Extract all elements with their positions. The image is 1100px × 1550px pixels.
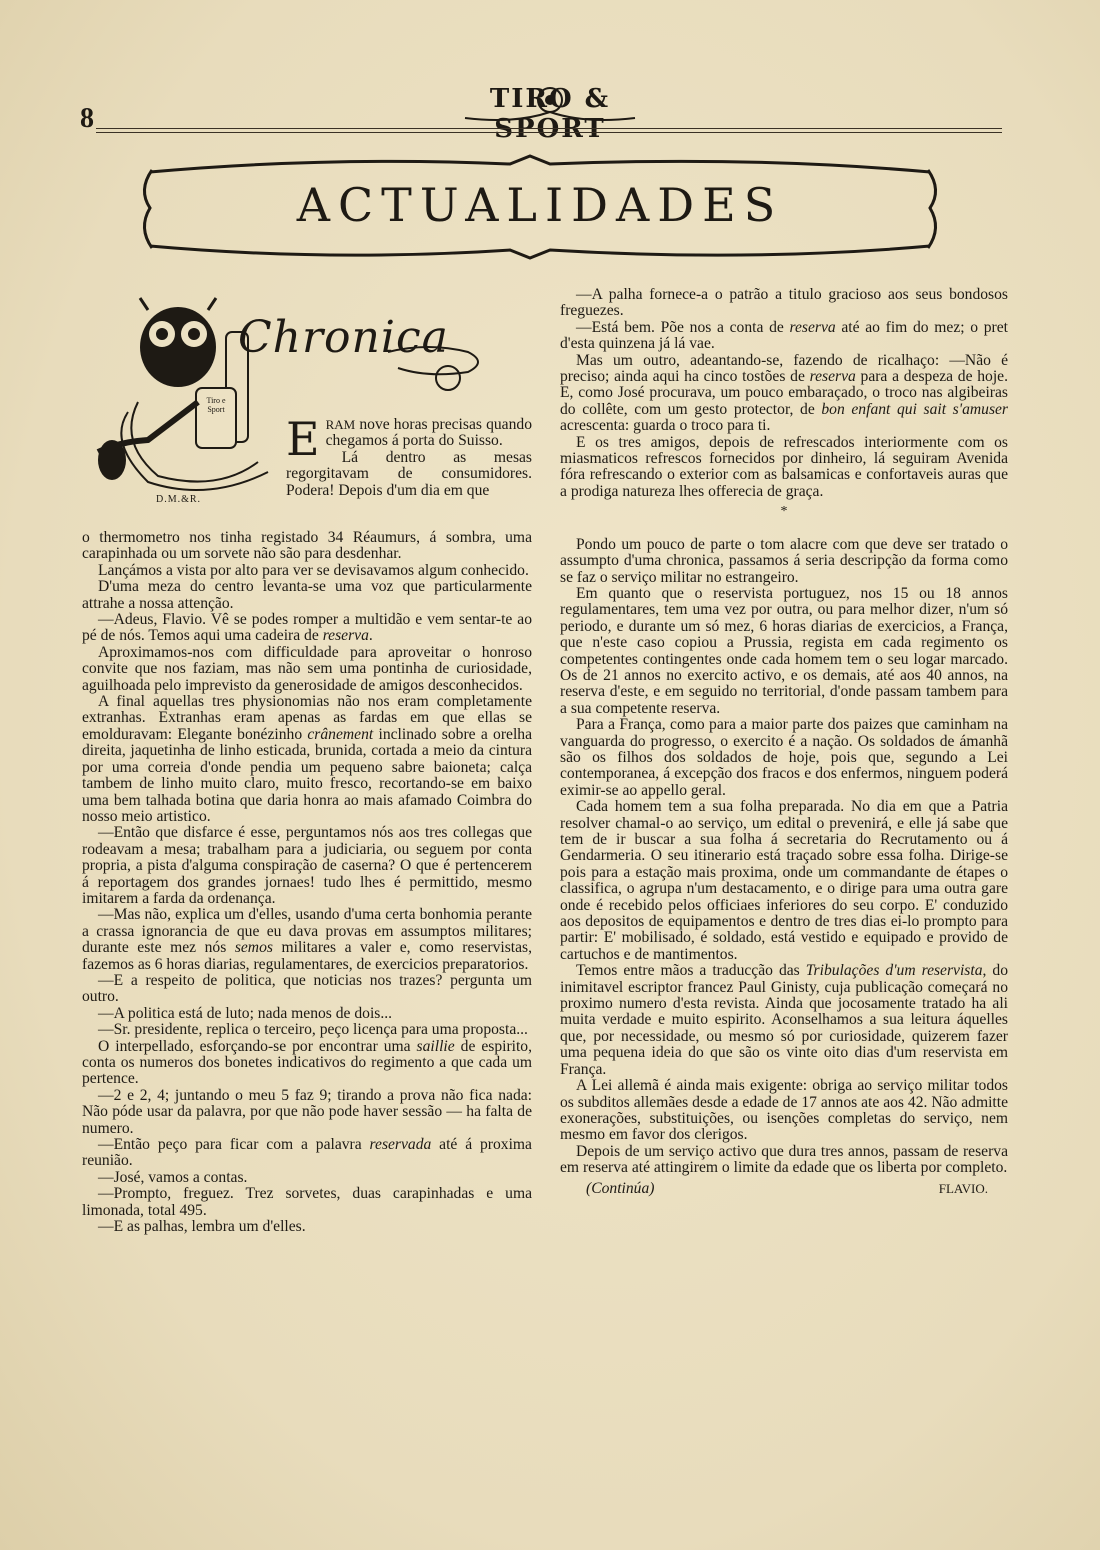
right-paragraph: Pondo um pouco de parte o tom alacre com que deve ser tratado o assumpto d'uma chronica, passamos á seria descripção da forma como se faz o serviço militar no estrangeiro.	[560, 535, 1008, 586]
left-paragraph: —2 e 2, 4; juntando o meu 5 faz 9; tirando a prova não fica nada: Não póde usar da palavra, por que não pode haver sessão — ha falta de numero.	[82, 1086, 532, 1137]
italic-run: crânement	[307, 725, 374, 743]
left-paragraph: —José, vamos a contas.	[98, 1168, 248, 1186]
left-paragraph: —Então que disfarce é esse, perguntamos nós aos tres collegas que rodeavam a mesa; trabalham para a judiciaria, ou seguem por conta propria, a pista d'alguma conspiração de caserna? O que é pertencerem á reportagem dos grandes jornaes! tudo lhes é permittido, mesmo imitarem a farda da ordenança.	[82, 824, 532, 907]
left-paragraph: —E a respeito de politica, que noticias nos trazes? pergunta um outro.	[82, 971, 532, 1006]
text-run: —Está bem. Põe nos a conta de	[576, 318, 790, 336]
left-paragraph: —Sr. presidente, replica o terceiro, peço licença para uma proposta...	[98, 1021, 528, 1039]
right-paragraph: Em quanto que o reservista portuguez, nos 15 ou 18 annos regulamentares, tem uma vez por outra, ou para melhor dizer, n'um só periodo, e durante um só mez, 6 horas diarias de exercicios, a França, que n'este caso copiou a Prussia, regista em cada regimento os competentes contingentes onde cada homem tem o seu logar marcado. Os de 21 annos no exercito activo, e os demais, até aos 40 annos, na reserva d'este, e em seguido no territorial, d'onde passam tambem para a sua competente reserva.	[560, 584, 1008, 717]
left-paragraph: o thermometro nos tinha registado 34 Réaumurs, á sombra, uma carapinhada ou um sorvete não são para desdenhar.	[82, 529, 532, 563]
italic-run: saillie	[416, 1037, 455, 1055]
left-paragraph: —A politica está de luto; nada menos de dois...	[98, 1004, 393, 1022]
text-run: até ao fim do mez; o pret d'esta quinzena já lá vae.	[560, 318, 1008, 353]
right-paragraph: Depois de um serviço activo que dura tres annos, passam de reserva em reserva até attingirem o limite da edade que os liberta por completo.	[560, 1142, 1008, 1177]
right-paragraph: A Lei allemã é ainda mais exigente: obriga ao serviço militar todos os subditos allemães desde a edade de 17 annos ate aos 42. Não admitte exonerações, substituições, ou isenções completas do serviço, nem mesmo em favor dos clerigos.	[560, 1077, 1008, 1144]
section-banner	[130, 150, 950, 260]
masthead-logo	[455, 78, 645, 144]
chronica-title: Chronica	[238, 312, 449, 363]
left-paragraph: —Prompto, freguez. Trez sorvetes, duas carapinhadas e uma limonada, total 495.	[82, 1185, 532, 1219]
intro-paragraph-2: Lá dentro as mesas regorgitavam de consumidores. Podera! Depois d'um dia em que	[286, 448, 532, 499]
right-paragraph: —A palha fornece-a o patrão a titulo gracioso aos seus bondosos freguezes.	[560, 286, 1008, 320]
italic-run: reservada	[369, 1136, 432, 1154]
left-paragraph: Aproximamos-nos com difficuldade para aproveitar o honroso convite que nos faziam, mas não sem uma pontinha de curiosidade, aguilhoada pelo imprevisto da generosidade de amigos desconhecidos.	[82, 643, 532, 694]
left-paragraph	[82, 612, 532, 645]
right-paragraph	[560, 353, 1008, 435]
left-paragraph: D'uma meza do centro levanta-se uma voz que particularmente attrahe a nossa attenção.	[82, 578, 532, 612]
italic-run: Tribulações d'um reservista	[805, 962, 983, 980]
section-separator: *	[780, 504, 788, 520]
continued-note: (Continúa)	[586, 1179, 655, 1197]
illustrator-signature: D.M.&R.	[156, 494, 202, 505]
text-run: Temos entre mãos a traducção das	[576, 962, 806, 980]
text-run: de espirito, conta os numeros dos bonetes indicativos do regimento a que cada um pertence.	[82, 1037, 532, 1088]
text-run: militares a valer e, como reservistas, fazemos as 6 horas diarias, regulamentares, de exercicios preparatorios.	[82, 939, 533, 973]
text-run: O interpellado, esforçando-se por encontrar uma	[98, 1037, 417, 1055]
drop-cap: E	[286, 412, 320, 466]
header-rule-top	[96, 128, 1002, 129]
italic-run: bon enfant qui sait s'amuser	[821, 400, 1009, 418]
left-paragraph	[82, 1039, 532, 1088]
intro-small-caps: RAM	[325, 417, 356, 432]
text-run: —Mas não, explica um d'elles, usando d'uma certa bonhomia perante a crassa ignorancia de que eu dava provas em assumptos militares; durante este mez nós	[82, 906, 532, 957]
right-paragraph: Cada homem tem a sua folha preparada. No dia em que a Patria resolver chamal-o ao serviço, um edital o prevenirá, e elle já sabe que tem de ir buscar a sua folha á secretaria do Recrutamento ou á Gendarmeria. O seu itinerario está traçado sobre essa folha. Dirige-se pois para a estação mais proxima, onde um commandante de étapes o classifica, o agrupa n'um destacamento, e o dirige para uma outra gare onde é recebido pelos officiaes inferiores do seu corpo. E' conduzido aos depositos de equipamentos e dentro de tres dias ei-lo prompto para partir: E' mobilisado, é soldado, está vestido e equipado e provido de cartuchos e de mantimentos.	[560, 798, 1008, 963]
bottle-label: Tiro e Sport	[206, 396, 226, 414]
left-paragraph: Lançámos a vista por alto para ver se devisavamos algum conhecido.	[98, 561, 529, 579]
right-paragraph: Para a França, como para a maior parte dos paizes que caminham na vanguarda do progresso, o exercito é a nação. Os soldados de ámanhã são os filhos dos soldados de hoje, pois que, segundo a Lei contemporanea, á excepção dos fracos e dos enfermos, ninguem poderá eximir-se ao appello geral.	[560, 716, 1008, 799]
right-paragraph: E os tres amigos, depois de refrescados interiormente com os miasmaticos refrescos fornecidos por dinheiro, lá seguiram Avenida fóra refrescando o exterior com as balsamicas e confortaveis auras que a prodiga natureza lhes offerecia de graça.	[560, 433, 1008, 500]
text-run: Mas um outro, adeantando-se, fazendo de ricalhaço: —Não é preciso; ainda aqui ha cinco tostões de	[560, 351, 1008, 386]
right-column	[560, 287, 1008, 1197]
right-paragraph	[560, 963, 1008, 1078]
text-run: A final aquellas tres physionomias não nos eram completamente extranhas. Extranhas eram apenas as fardas em que ellas se emolduravam: Elegante bonézinho	[82, 693, 532, 743]
author-signature: FLAVIO.	[938, 1180, 988, 1196]
italic-run: reserva	[809, 368, 856, 386]
article-footer	[560, 1177, 1008, 1197]
page-number: 8	[80, 103, 94, 134]
left-column	[82, 422, 532, 1235]
text-run: —Adeus, Flavio. Vê se podes romper a multidão e vem sentar-te ao pé de nós. Temos aqui uma cadeira de	[82, 611, 532, 645]
text-run: —Então peço para ficar com a palavra	[98, 1136, 370, 1154]
header-rule-bottom	[96, 132, 1002, 133]
text-run: .	[368, 627, 373, 645]
intro-text: nove horas precisas quando chegamos á porta do Suisso.	[325, 416, 532, 450]
italic-run: reserva	[789, 318, 836, 336]
text-run: , do inimitavel escriptor francez Paul Ginisty, cuja publicação começará no proximo numero d'esta revista. Ainda que jocosamente tratado ha ali muita verdade e muito espirito. Aconselhamos a sua leitura áquelles que, por necessidade, ou mesmo só por curiosidade, quizerem fazer uma pequena ideia do que são os vinte oito dias d'um reservista em França.	[560, 962, 1009, 1078]
masthead-title: TIRO & SPORT	[489, 84, 611, 144]
left-paragraph: —E as palhas, lembra um d'elles.	[98, 1218, 306, 1236]
right-paragraph	[560, 320, 1008, 353]
text-run: para a despeza de hoje. E, como José procurava, um pouco embaraçado, o troco nas algibeiras do collête, com um gesto protector, de	[560, 368, 1009, 418]
left-paragraph	[82, 907, 532, 973]
section-title: ACTUALIDADES	[296, 178, 784, 232]
italic-run: semos	[234, 939, 273, 957]
left-paragraph	[82, 1137, 532, 1170]
italic-run: reserva	[322, 627, 369, 645]
text-run: até á proxima reunião.	[82, 1136, 532, 1170]
left-paragraph	[82, 694, 532, 825]
text-run: acrescenta: guarda o troco para ti.	[560, 417, 771, 435]
text-run: inclinado sobre a orelha direita, jaquetinha de linho esticada, brunida, cortada a meio da cintura por uma correia d'onde pendia um pequeno sabre baioneta; calça tambem de linho muito claro, muito fresco, recortando-se em baixo uma bem talhada botina que daria honra ao mais afamado Coimbra do nosso meio artistico.	[82, 725, 532, 825]
